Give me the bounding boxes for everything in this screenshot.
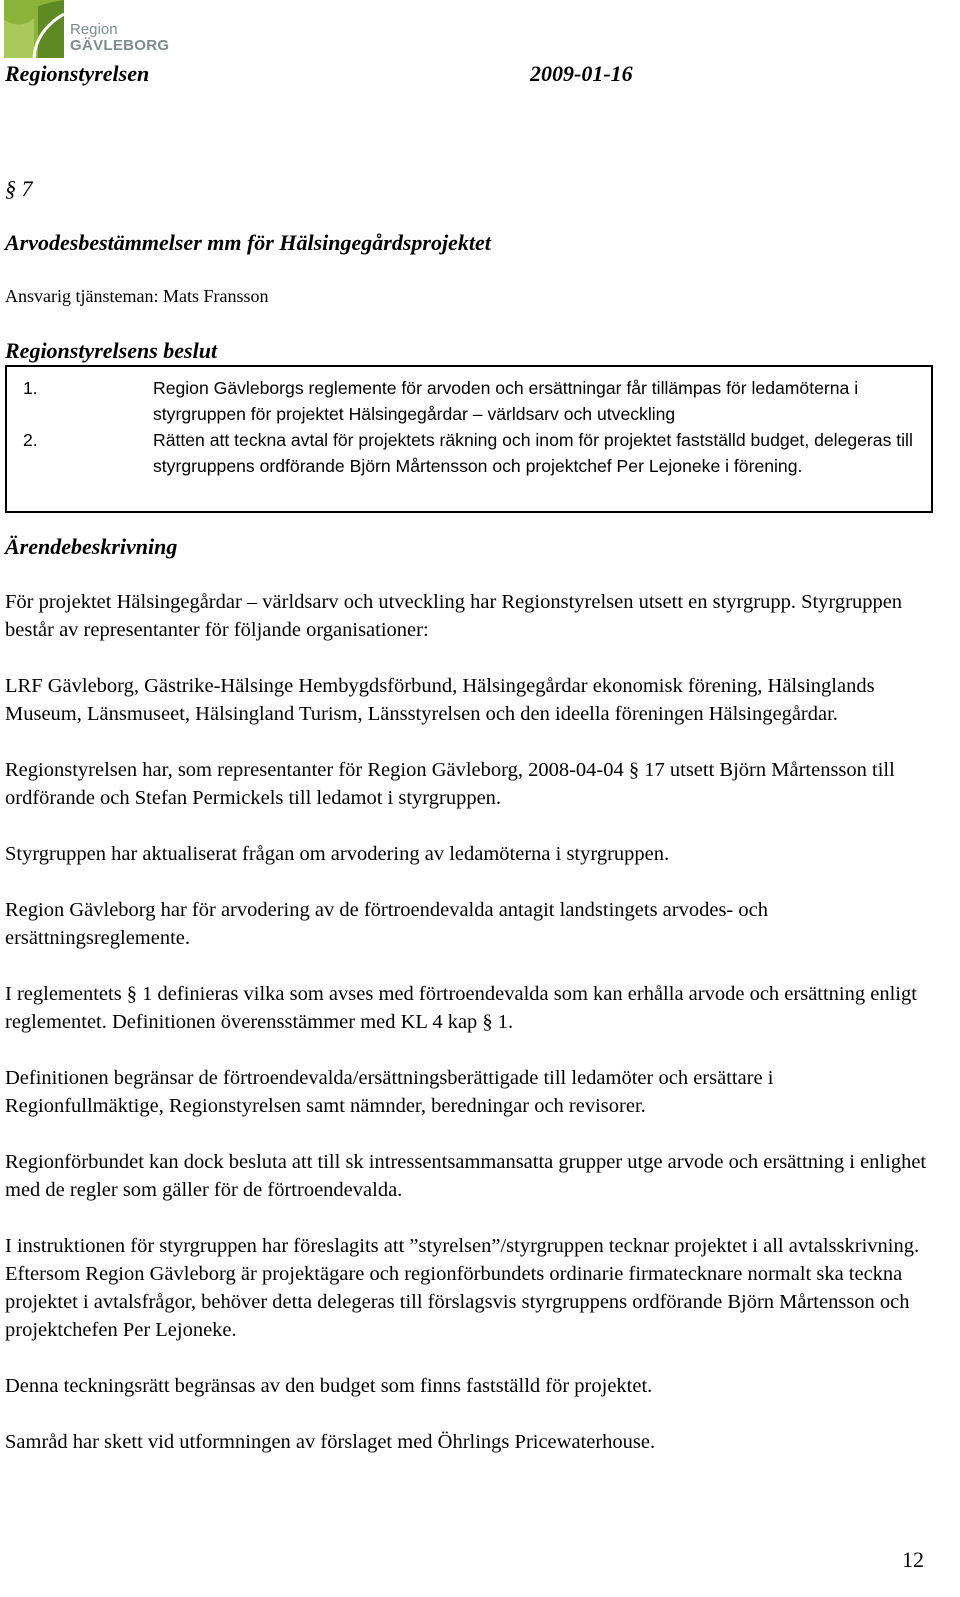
body-paragraph: Regionstyrelsen har, som representanter för Region Gävleborg, 2008-04-04 § 17 utsett Björn Mårtensson till ordförande och Stefan Permickels till ledamot i styrgruppen. xyxy=(5,759,895,809)
body-paragraph: I reglementets § 1 definieras vilka som avses med förtroendevalda som kan erhålla arvode och ersättning enligt reglementet. Definitionen överensstämmer med KL 4 kap § 1. xyxy=(5,983,917,1033)
logo-line-gavleborg: GÄVLEBORG xyxy=(70,36,170,54)
decision-number: 1. xyxy=(23,378,38,398)
body-paragraph: I instruktionen för styrgruppen har föreslagits att ”styrelsen”/styrgruppen tecknar projektet i all avtalsskrivning. Eftersom Region Gävleborg är projektägare och regionförbundets ordinarie firmatecknare normalt ska teckna projektet i avtalsfrågor, behöver detta delegeras till förslagsvis styrgruppens ordförande Björn Mårtensson och projektchefen Per Lejoneke. xyxy=(5,1235,920,1341)
body-paragraph: För projektet Hälsingegårdar – världsarv och utveckling har Regionstyrelsen utsett en styrgrupp. Styrgruppen består av representanter för följande organisationer: xyxy=(5,591,903,641)
body-paragraph: Styrgruppen har aktualiserat frågan om arvodering av ledamöterna i styrgruppen. xyxy=(5,843,670,865)
description-heading: Ärendebeskrivning xyxy=(5,534,178,559)
body-paragraph: LRF Gävleborg, Gästrike-Hälsinge Hembygdsförbund, Hälsingegårdar ekonomisk förening, Hälsinglands Museum, Länsmuseet, Hälsingland Turism, Länsstyrelsen och den ideella föreningen Hälsingegårdar. xyxy=(5,675,875,725)
logo-line-region: Region xyxy=(70,21,118,38)
decision-box xyxy=(5,365,933,513)
region-logo-icon xyxy=(4,0,64,58)
body-paragraph: Definitionen begränsar de förtroendevalda/ersättningsberättigade till ledamöter och ersättare i Regionfullmäktige, Regionstyrelsen samt nämnder, beredningar och revisorer. xyxy=(5,1067,774,1117)
body-paragraph: Region Gävleborg har för arvodering av de förtroendevalda antagit landstingets arvodes- och ersättningsreglemente. xyxy=(5,899,768,949)
body-paragraph: Samråd har skett vid utformningen av förslaget med Öhrlings Pricewaterhouse. xyxy=(5,1431,656,1453)
header-date: 2009-01-16 xyxy=(530,61,633,86)
body-paragraph: Denna teckningsrätt begränsas av den budget som finns fastställd för projektet. xyxy=(5,1375,653,1397)
header-organization: Regionstyrelsen xyxy=(5,61,150,86)
description-body xyxy=(5,588,935,1484)
body-paragraph: Regionförbundet kan dock besluta att till sk intressentsammansatta grupper utge arvode och ersättning i enlighet med de regler som gäller för de förtroendevalda. xyxy=(5,1151,927,1201)
decision-heading: Regionstyrelsens beslut xyxy=(5,338,218,363)
decision-number: 2. xyxy=(23,430,38,450)
decision-text: Region Gävleborgs reglemente för arvoden och ersättningar får tillämpas för ledamöterna i styrgruppen för projektet Hälsingegårdar – världsarv och utveckling xyxy=(153,378,859,424)
decision-text: Rätten att teckna avtal för projektets räkning och inom för projektet fastställd budget, delegeras till styrgruppens ordförande Björn Mårtensson och projektchef Per Lejoneke i förening. xyxy=(153,430,913,476)
responsible-officer: Ansvarig tjänsteman: Mats Fransson xyxy=(5,286,269,306)
page-number: 12 xyxy=(902,1547,924,1572)
document-title: Arvodesbestämmelser mm för Hälsingegårdsprojektet xyxy=(5,230,491,255)
region-gavleborg-logo xyxy=(4,0,170,60)
paragraph-number: § 7 xyxy=(5,176,33,201)
